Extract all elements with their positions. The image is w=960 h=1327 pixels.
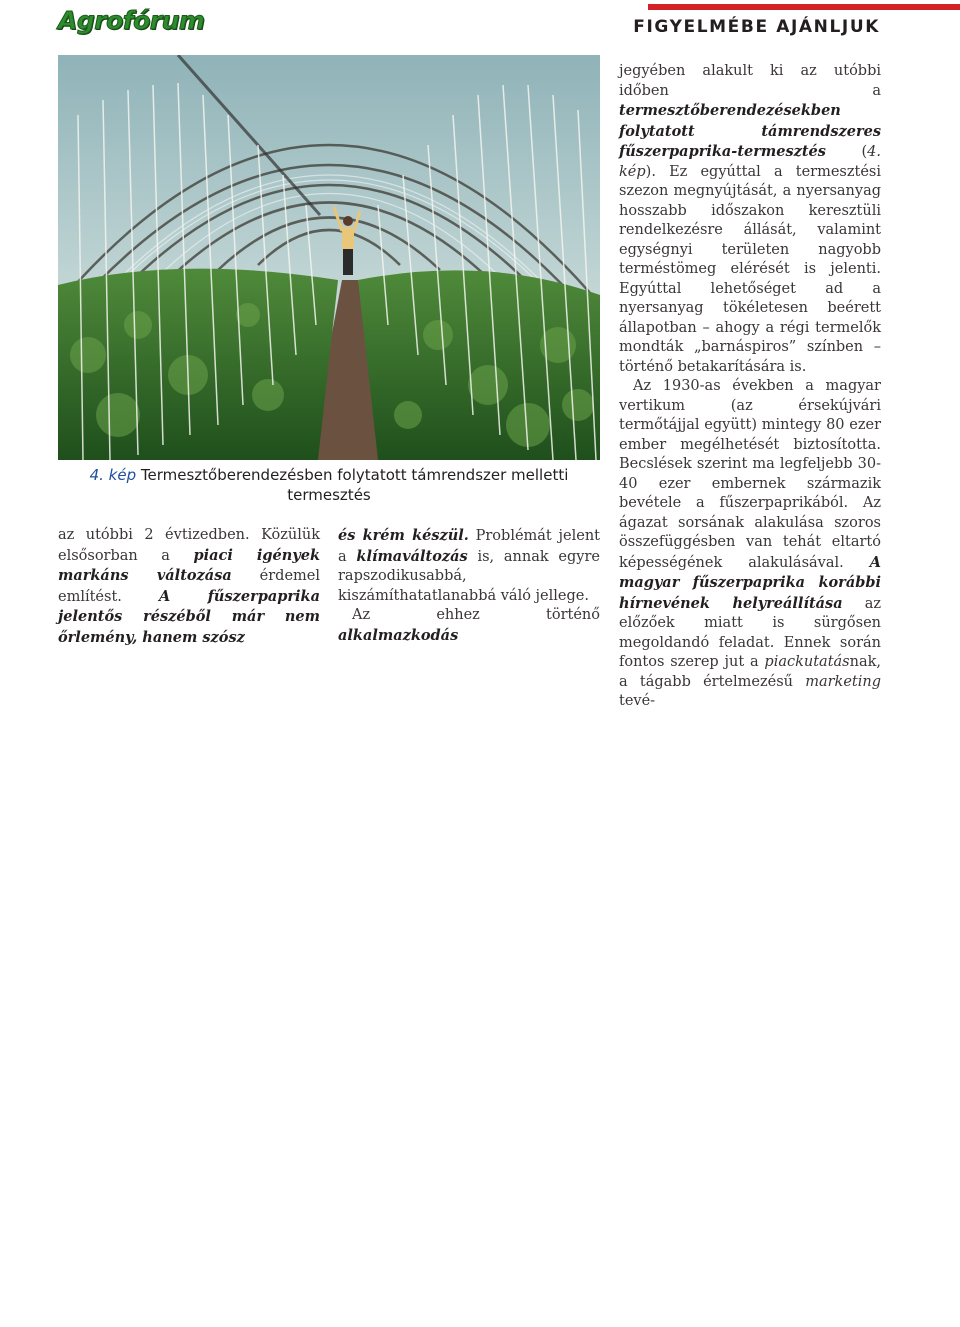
emphasis-text: klímaváltozás <box>356 547 468 565</box>
body-text: tevé- <box>619 693 656 709</box>
body-text: is, annak egyre rapszodikusabbá, kiszámíthatatlanabbá váló jellege. <box>338 548 600 604</box>
figure-label: 4. kép <box>89 466 137 484</box>
body-text: érdemel említést. <box>58 568 320 605</box>
body-text: Problémát jelent a <box>338 528 600 565</box>
paragraph <box>619 377 881 712</box>
body-text: Az 1930-as években a magyar vertikum (az érsekújvári termőtájjal együtt) mintegy 80 ezer ember megélhetését biztosította. Becslések szerint ma legfeljebb 30-40 ezer embernek származik bevétele a fűszerpaprikából. Az ágazat sorsának alakulása szoros összefüggésben van tehát eltartó képességének alakulásával. <box>619 378 881 571</box>
italic-text: 4. kép <box>619 144 881 180</box>
emphasis-text: A fűszerpaprika jelentős részéből már nem őrlemény, hanem szósz <box>58 587 321 646</box>
emphasis-text: alkalmazkodás <box>338 626 459 644</box>
text-column-3 <box>619 62 881 712</box>
body-text: ( <box>825 144 868 160</box>
paragraph <box>58 526 320 648</box>
emphasis-text: piaci igények markáns változása <box>58 546 320 584</box>
body-text: Az ehhez történő <box>352 607 600 623</box>
emphasis-text: és krém készül. <box>338 527 469 544</box>
section-title: FIGYELMÉBE AJÁNLJUK <box>633 17 880 37</box>
body-text: jegyében alakult ki az utóbbi időben a <box>619 63 881 99</box>
italic-text: marketing <box>805 673 881 690</box>
text-column-2 <box>338 526 600 646</box>
figure-caption <box>58 465 600 505</box>
emphasis-text: A magyar fűszerpaprika korábbi hírnevének helyreállítása <box>619 553 881 612</box>
figure-caption-text: Termesztőberendezésben folytatott támrendszer melletti termesztés <box>140 466 569 504</box>
paragraph <box>619 62 881 377</box>
body-text: ). Ez egyúttal a termesztési szezon megnyújtását, a nyersanyag hosszabb időszakon keresztüli rendelkezésre állását, valamint egységnyi területen nagyobb terméstömeg elérését is jelenti. Egyúttal lehetőséget ad a nyersanyag tökéletesen beérett állapotban – ahogy a régi termelők mondták „barnáspiros” színben – történő betakarítására is. <box>619 163 881 375</box>
header-accent-bar <box>648 4 960 10</box>
body-text: az utóbbi 2 évtizedben. Közülük elsősorban a <box>58 527 320 564</box>
magazine-logo: Agrofórum <box>58 6 205 35</box>
greenhouse-illustration <box>58 55 600 460</box>
greenhouse-photo <box>58 55 600 460</box>
text-column-1 <box>58 526 320 648</box>
italic-text: piackutatás <box>764 654 850 670</box>
paragraph <box>338 526 600 606</box>
body-text: az előzőek miatt is sürgősen megoldandó feladat. Ennek során fontos szerep jut a <box>619 595 881 670</box>
paragraph <box>338 606 600 646</box>
emphasis-text: termesztőberendezésekben folytatott támrendszeres fűszerpaprika-termesztés <box>619 102 881 160</box>
body-text: nak, a tágabb értelmezésű <box>619 654 881 690</box>
